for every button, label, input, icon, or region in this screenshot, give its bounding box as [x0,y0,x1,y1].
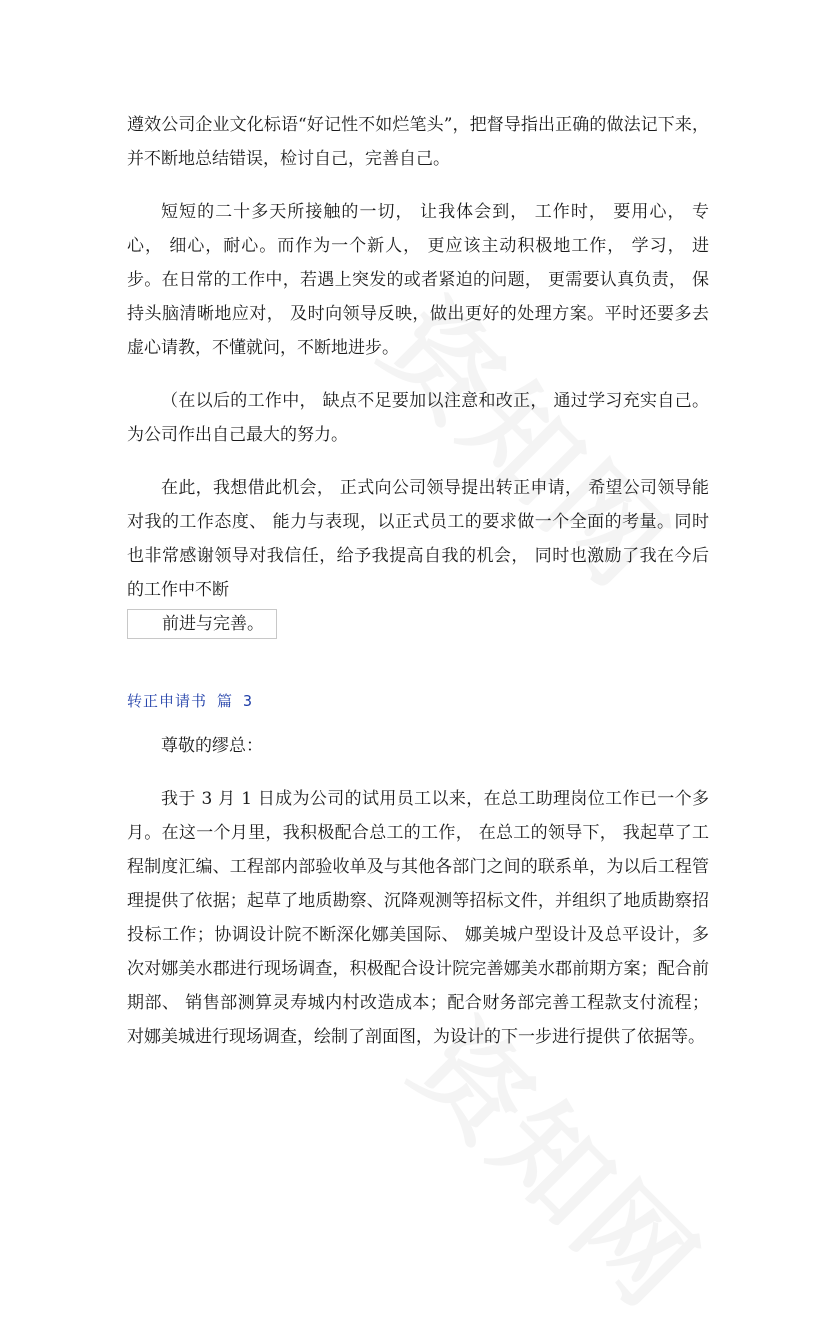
document-body [127,108,709,1054]
paragraph-4 [127,471,709,641]
salutation: 尊敬的缪总： [161,736,263,756]
paragraph-3: （在以后的工作中， 缺点不足要加以注意和改正， 通过学习充实自己。为公司作出自己最大的努力。 [127,391,709,445]
paragraph-1: 遵效公司企业文化标语“好记性不如烂笔头”，把督导指出正确的做法记下来，并不断地总结错误，检讨自己，完善自己。 [127,115,709,169]
paragraph-4-text: 在此，我想借此机会， 正式向公司领导提出转正申请， 希望公司领导能对我的工作态度、 能力与表现，以正式员工的要求做一个全面的考量。同时也非常感谢领导对我信任，给予我提高自我的机会， 同时也激励了我在今后的工作中不断 [127,478,709,600]
section-body: 我于 3 月 1 日成为公司的试用员工以来，在总工助理岗位工作已一个多月。在这一个月里，我积极配合总工的工作， 在总工的领导下， 我起草了工程制度汇编、工程部内部验收单及与其他各部门之间的联系单，为以后工程管理提供了依据；起草了地质勘察、沉降观测等招标文件，并组织了地质勘察招投标工作；协调设计院不断深化娜美国际、 娜美城户型设计及总平设计，多次对娜美水郡进行现场调查，积极配合设计院完善娜美水郡前期方案；配合前期部、 销售部测算灵寿城内村改造成本；配合财务部完善工程款支付流程； 对娜美城进行现场调查，绘制了剖面图，为设计的下一步进行提供了依据等。 [127,789,709,1047]
paragraph-4-end: 前进与完善。 [127,609,277,639]
section-heading: 转正申请书 篇 3 [127,692,254,710]
paragraph-2: 短短的二十多天所接触的一切， 让我体会到， 工作时， 要用心， 专心， 细心，耐心。而作为一个新人， 更应该主动积极地工作， 学习， 进步。在日常的工作中，若遇上突发的或者紧迫的问题， 更需要认真负责， 保持头脑清晰地应对， 及时向领导反映，做出更好的处理方案。平时还要多去虚心请教，不懂就问，不断地进步。 [127,202,709,358]
